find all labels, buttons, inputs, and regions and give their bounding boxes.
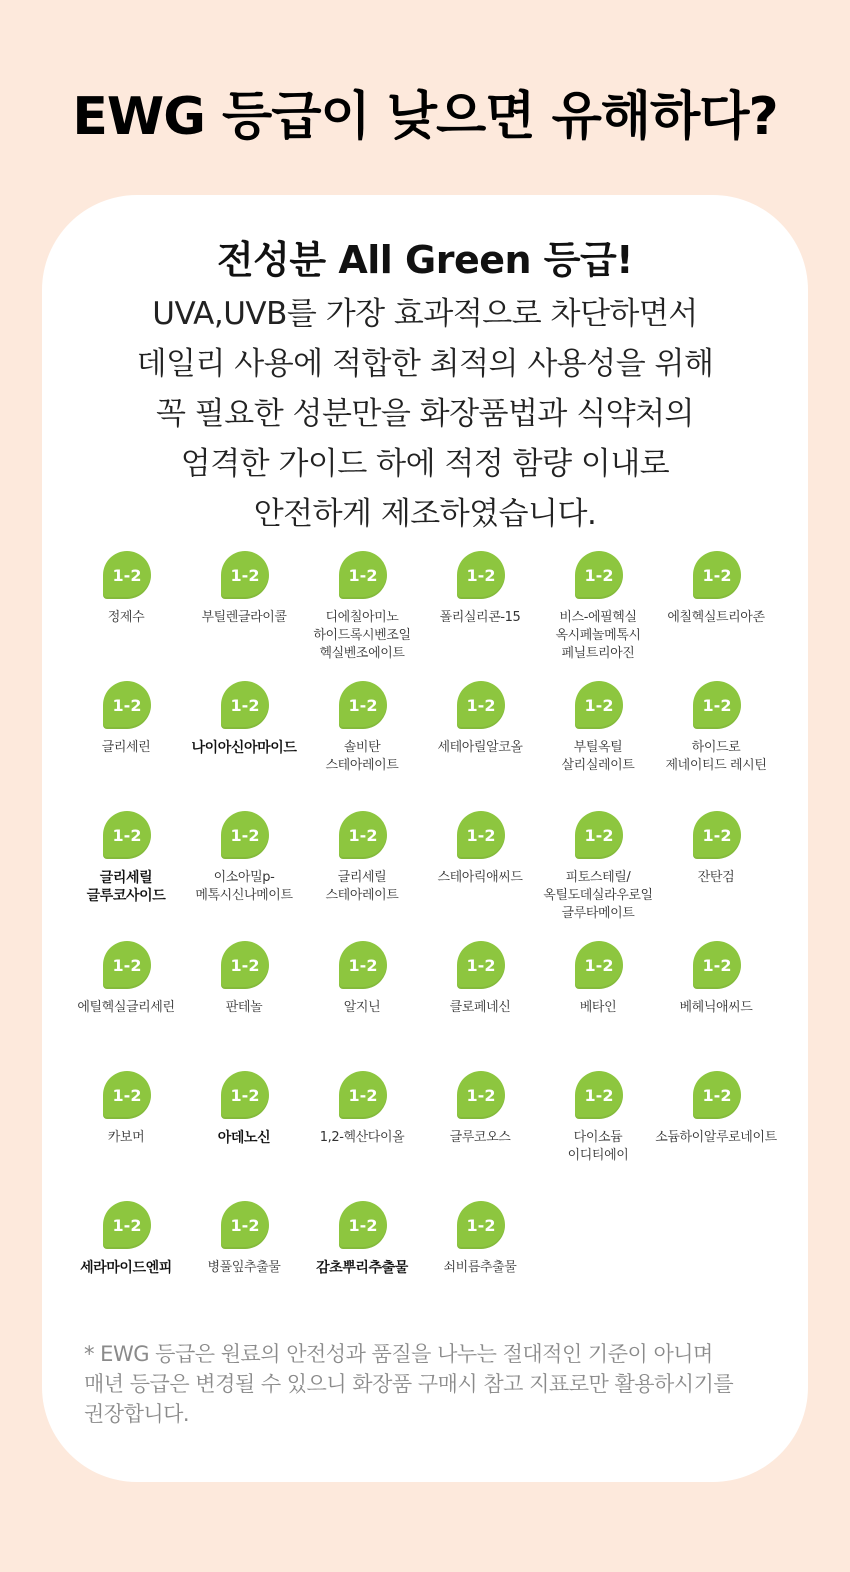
ingredient-name <box>297 1129 427 1147</box>
ingredient-name-line: 알지닌 <box>343 1000 381 1015</box>
ingredient-name-line: 페닐트리아진 <box>561 646 635 661</box>
ewg-grade-badge-icon: 1-2 <box>457 551 505 599</box>
card-description <box>42 289 808 539</box>
ewg-grade-badge-icon: 1-2 <box>339 1201 387 1249</box>
ingredient-name <box>297 1259 427 1277</box>
ingredient-name-line: 에틸헥실글리세린 <box>77 1000 175 1015</box>
page-headline: EWG 등급이 낮으면 유해하다? <box>72 87 778 147</box>
ingredient-name-line: 세테아릴알코올 <box>437 740 523 755</box>
ewg-grade-badge-icon: 1-2 <box>693 941 741 989</box>
ingredient-name-line: 나이아신아마이드 <box>191 740 297 756</box>
description-line: 엄격한 가이드 하에 적정 함량 이내로 <box>180 446 670 482</box>
ewg-grade-badge-icon: 1-2 <box>221 1071 269 1119</box>
ingredient-name-line: 하이드록시벤조일 <box>313 628 411 643</box>
ingredient-name <box>179 869 309 905</box>
description-line: 꼭 필요한 성분만을 화장품법과 식약처의 <box>156 396 694 432</box>
ingredient-name <box>297 739 427 775</box>
ingredient-name-line: 감초뿌리추출물 <box>316 1260 408 1276</box>
ingredient-name <box>179 999 309 1017</box>
ewg-grade-badge-icon: 1-2 <box>221 1201 269 1249</box>
ingredient-name-line: 에칠헥실트리아존 <box>667 610 765 625</box>
ewg-grade-badge-icon: 1-2 <box>103 811 151 859</box>
ewg-grade-badge-icon: 1-2 <box>457 1201 505 1249</box>
ingredient-name-line: 스테아레이트 <box>325 888 399 903</box>
ingredient-name-line: 살리실레이트 <box>561 758 635 773</box>
ingredient-name-line: 카보머 <box>107 1130 145 1145</box>
ewg-grade-badge-icon: 1-2 <box>339 551 387 599</box>
ingredient-name <box>651 609 781 627</box>
ingredient-name-line: 베헤닉애씨드 <box>679 1000 753 1015</box>
ingredient-name <box>61 739 191 757</box>
ingredient-name-line: 폴리실리콘-15 <box>439 610 521 625</box>
ingredient-name-line: 클로페네신 <box>449 1000 511 1015</box>
ewg-grade-badge-icon: 1-2 <box>103 1201 151 1249</box>
ingredient-name-line: 글리세릴 <box>337 870 387 885</box>
ingredient-row <box>64 681 774 801</box>
ingredient-name <box>179 609 309 627</box>
note-line: 권장합니다. <box>84 1402 190 1426</box>
ingredient-name-line: 제네이티드 레시틴 <box>665 758 767 773</box>
ingredient-name-line: 글루코오스 <box>449 1130 511 1145</box>
ewg-grade-badge-icon: 1-2 <box>339 1071 387 1119</box>
ingredient-name-line: 비스-에필헥실 <box>559 610 637 625</box>
ewg-grade-badge-icon: 1-2 <box>103 551 151 599</box>
ewg-grade-badge-icon: 1-2 <box>221 551 269 599</box>
ewg-grade-badge-icon: 1-2 <box>339 811 387 859</box>
ingredient-name-line: 글루타메이트 <box>561 906 635 921</box>
ingredient-name-line: 소듐하이알루로네이트 <box>655 1130 777 1145</box>
ewg-grade-badge-icon: 1-2 <box>457 941 505 989</box>
ewg-grade-badge-icon: 1-2 <box>457 811 505 859</box>
ingredient-name-line: 베타인 <box>579 1000 617 1015</box>
ingredient-name <box>533 869 663 923</box>
ingredient-name-line: 쇠비름추출물 <box>443 1260 517 1275</box>
ingredient-name <box>533 999 663 1017</box>
ingredient-name-line: 헥실벤조에이트 <box>319 646 405 661</box>
ingredient-name-line: 1,2-헥산다이올 <box>319 1130 405 1145</box>
ingredient-name-line: 글리세릴 <box>99 870 153 886</box>
ingredient-row <box>64 941 774 1061</box>
ewg-grade-badge-icon: 1-2 <box>457 681 505 729</box>
ewg-grade-badge-icon: 1-2 <box>339 941 387 989</box>
ingredient-name <box>179 1129 309 1147</box>
disclaimer-note <box>84 1339 774 1429</box>
ingredient-name <box>179 1259 309 1277</box>
ingredient-name-line: 메톡시신나메이트 <box>195 888 293 903</box>
ingredient-card <box>42 195 808 1482</box>
ewg-grade-badge-icon: 1-2 <box>103 941 151 989</box>
ewg-grade-badge-icon: 1-2 <box>693 681 741 729</box>
ingredient-row <box>64 1201 774 1321</box>
ewg-grade-badge-icon: 1-2 <box>575 681 623 729</box>
ingredient-name <box>297 609 427 663</box>
ingredient-name-line: 정제수 <box>107 610 145 625</box>
ingredient-name-line: 글루코사이드 <box>86 888 166 904</box>
ingredient-name <box>651 1129 781 1147</box>
ingredient-name-line: 잔탄검 <box>697 870 735 885</box>
ingredient-name-line: 글리세린 <box>101 740 151 755</box>
ingredient-name <box>533 1129 663 1165</box>
ingredient-name <box>61 869 191 905</box>
ingredient-name-line: 옥틸도데실라우로일 <box>543 888 653 903</box>
description-line: UVA,UVB를 가장 효과적으로 차단하면서 <box>152 296 698 332</box>
ingredient-name <box>61 1129 191 1147</box>
ingredient-row <box>64 551 774 671</box>
ewg-grade-badge-icon: 1-2 <box>693 551 741 599</box>
ingredient-name-line: 다이소듐 <box>573 1130 623 1145</box>
ingredient-name <box>533 609 663 663</box>
ewg-grade-badge-icon: 1-2 <box>693 1071 741 1119</box>
ewg-grade-badge-icon: 1-2 <box>575 811 623 859</box>
ingredient-name <box>651 999 781 1017</box>
ingredient-name-line: 이디티에이 <box>567 1148 629 1163</box>
ingredient-name <box>533 739 663 775</box>
ingredient-name-line: 병풀잎추출물 <box>207 1260 281 1275</box>
ingredient-name <box>61 1259 191 1277</box>
note-line: * EWG 등급은 원료의 안전성과 품질을 나누는 절대적인 기준이 아니며 <box>84 1342 713 1366</box>
ingredient-name-line: 옥시페놀메톡시 <box>555 628 641 643</box>
ingredient-name <box>61 609 191 627</box>
ingredient-name <box>297 999 427 1017</box>
ewg-grade-badge-icon: 1-2 <box>221 811 269 859</box>
ingredient-name-line: 디에칠아미노 <box>325 610 399 625</box>
ewg-grade-badge-icon: 1-2 <box>693 811 741 859</box>
ingredient-name-line: 아데노신 <box>217 1130 271 1146</box>
ewg-grade-badge-icon: 1-2 <box>575 941 623 989</box>
description-line: 데일리 사용에 적합한 최적의 사용성을 위해 <box>136 346 714 382</box>
ingredient-name <box>297 869 427 905</box>
ingredient-name-line: 스테아레이트 <box>325 758 399 773</box>
ingredient-name <box>415 999 545 1017</box>
ewg-grade-badge-icon: 1-2 <box>103 1071 151 1119</box>
note-line: 매년 등급은 변경될 수 있으니 화장품 구매시 참고 지표로만 활용하시기를 <box>84 1372 734 1396</box>
ingredient-name <box>415 1129 545 1147</box>
ewg-grade-badge-icon: 1-2 <box>575 551 623 599</box>
ingredient-name <box>651 869 781 887</box>
description-line: 안전하게 제조하였습니다. <box>253 496 597 532</box>
ingredient-row <box>64 1071 777 1191</box>
ingredient-name <box>179 739 309 757</box>
ingredient-name <box>415 1259 545 1277</box>
ewg-grade-badge-icon: 1-2 <box>103 681 151 729</box>
ingredient-name-line: 하이드로 <box>691 740 741 755</box>
ingredient-name-line: 피토스테릴/ <box>565 870 631 885</box>
ingredient-name <box>651 739 781 775</box>
ewg-grade-badge-icon: 1-2 <box>575 1071 623 1119</box>
ingredient-name-line: 판테놀 <box>225 1000 263 1015</box>
ingredient-name-line: 부틸옥틸 <box>573 740 623 755</box>
ingredient-name-line: 세라마이드엔피 <box>80 1260 172 1276</box>
ingredient-name-line: 이소아밀p- <box>213 870 275 885</box>
ingredient-name <box>415 869 545 887</box>
ingredient-name-line: 솔비탄 <box>343 740 381 755</box>
ingredient-name-line: 부틸렌글라이콜 <box>201 610 287 625</box>
ewg-grade-badge-icon: 1-2 <box>457 1071 505 1119</box>
card-title: 전성분 All Green 등급! <box>216 238 634 282</box>
ingredient-name-line: 스테아릭애씨드 <box>437 870 523 885</box>
ingredient-name <box>61 999 191 1017</box>
ewg-grade-badge-icon: 1-2 <box>221 941 269 989</box>
ewg-grade-badge-icon: 1-2 <box>221 681 269 729</box>
ingredient-row <box>64 811 774 931</box>
ewg-grade-badge-icon: 1-2 <box>339 681 387 729</box>
ingredient-name <box>415 739 545 757</box>
ingredient-name <box>415 609 545 627</box>
